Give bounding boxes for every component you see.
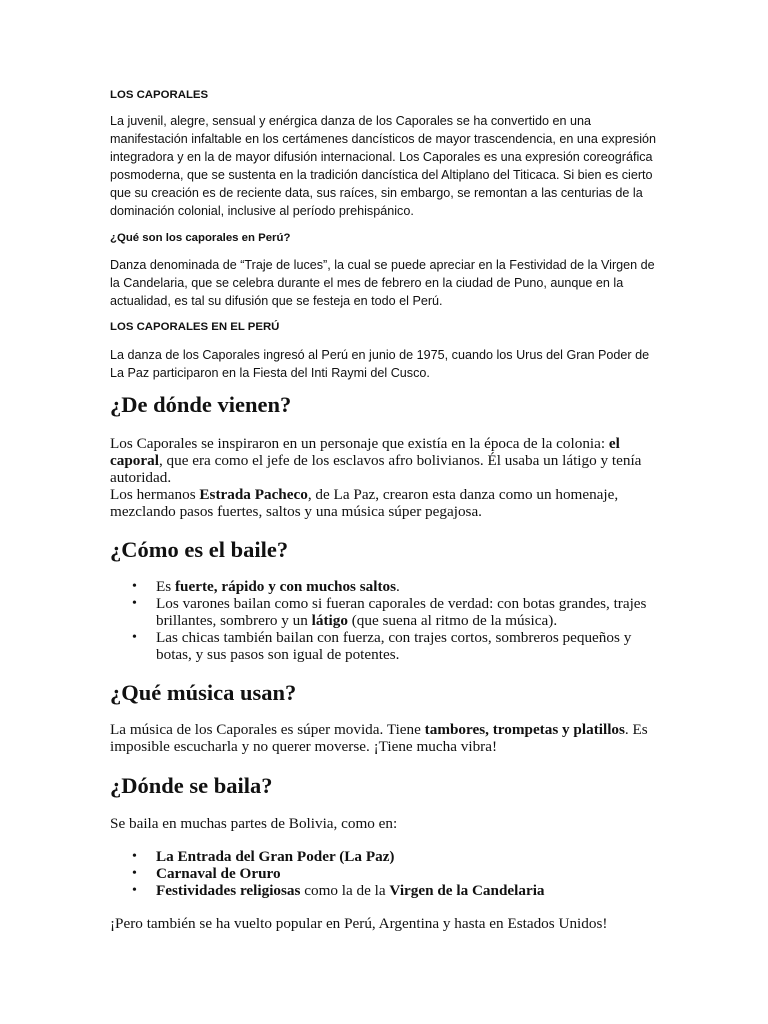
bullet-icon: • [132, 630, 137, 645]
intro-paragraph: La juvenil, alegre, sensual y enérgica danza de los Caporales se ha convertido en una manifestación infaltable en los certámenes dancísticos de mayor trascendencia, en una expresión integradora y en la de mayor difusión internacional. Los Caporales es una expresión coreográfica posmoderna, que se sustenta en la tradición dancística del Altiplano del Titicaca. Si bien es cierto que su creación es de reciente data, sus raíces, sin embargo, se remontan a las centurias de la dominación colonial, inclusive al período prehispánico. [110, 114, 657, 218]
list-item: • Los varones bailan como si fueran caporales de verdad: con botas grandes, trajes brillantes, sombrero y un látigo (que suena al ritmo de la música). [132, 595, 647, 629]
en-el-peru-paragraph: La danza de los Caporales ingresó al Perú en junio de 1975, cuando los Urus del Gran Poder de La Paz participaron en la Fiesta del Inti Raymi del Cusco. [110, 348, 650, 380]
origin-paragraph: Los Caporales se inspiraron en un personaje que existía en la época de la colonia: el caporal, que era como el jefe de los esclavos afro bolivianos. Él usaba un látigo y tenía autoridad. Los hermanos Estrada Pacheco, de La Paz, crearon esta danza como un homenaje, mezclando pasos fuertes, saltos y una música súper pegajosa. [110, 435, 642, 520]
bullet-icon: • [132, 849, 137, 864]
section-title-los-caporales: LOS CAPORALES [110, 89, 209, 101]
donde-intro-paragraph: Se baila en muchas partes de Bolivia, como en: [110, 815, 398, 832]
closing-paragraph: ¡Pero también se ha vuelto popular en Perú, Argentina y hasta en Estados Unidos! [110, 915, 608, 932]
section-title-en-el-peru: LOS CAPORALES EN EL PERÚ [110, 321, 280, 333]
heading-que-musica-usan: ¿Qué música usan? [110, 680, 297, 705]
que-son-paragraph: Danza denominada de “Traje de luces”, la cual se puede apreciar en la Festividad de la Virgen de la Candelaria, que se celebra durante el mes de febrero en la ciudad de Puno, aunque en la actualidad, es tal su difusión que se festeja en todo el Perú. [110, 258, 655, 308]
list-item: • Carnaval de Oruro [132, 865, 281, 882]
list-item: • Festividades religiosas como la de la Virgen de la Candelaria [132, 882, 545, 899]
list-item: • Es fuerte, rápido y con muchos saltos. [132, 578, 400, 595]
heading-de-donde-vienen: ¿De dónde vienen? [110, 392, 292, 417]
dance-bullet-list [110, 578, 658, 663]
heading-donde-se-baila: ¿Dónde se baila? [110, 773, 273, 798]
heading-como-es-el-baile: ¿Cómo es el baile? [110, 537, 289, 562]
bullet-icon: • [132, 579, 137, 594]
bullet-icon: • [132, 596, 137, 611]
list-item: • La Entrada del Gran Poder (La Paz) [132, 848, 395, 865]
bullet-icon: • [132, 866, 137, 881]
bullet-icon: • [132, 883, 137, 898]
section-title-que-son: ¿Qué son los caporales en Perú? [110, 232, 291, 244]
music-paragraph: La música de los Caporales es súper movida. Tiene tambores, trompetas y platillos. Es imposible escucharla y no querer moverse. ¡Tiene mucha vibra! [110, 721, 648, 755]
list-item: • Las chicas también bailan con fuerza, con trajes cortos, sombreros pequeños y botas, y sus pasos son igual de potentes. [132, 629, 632, 663]
places-bullet-list [110, 848, 658, 899]
